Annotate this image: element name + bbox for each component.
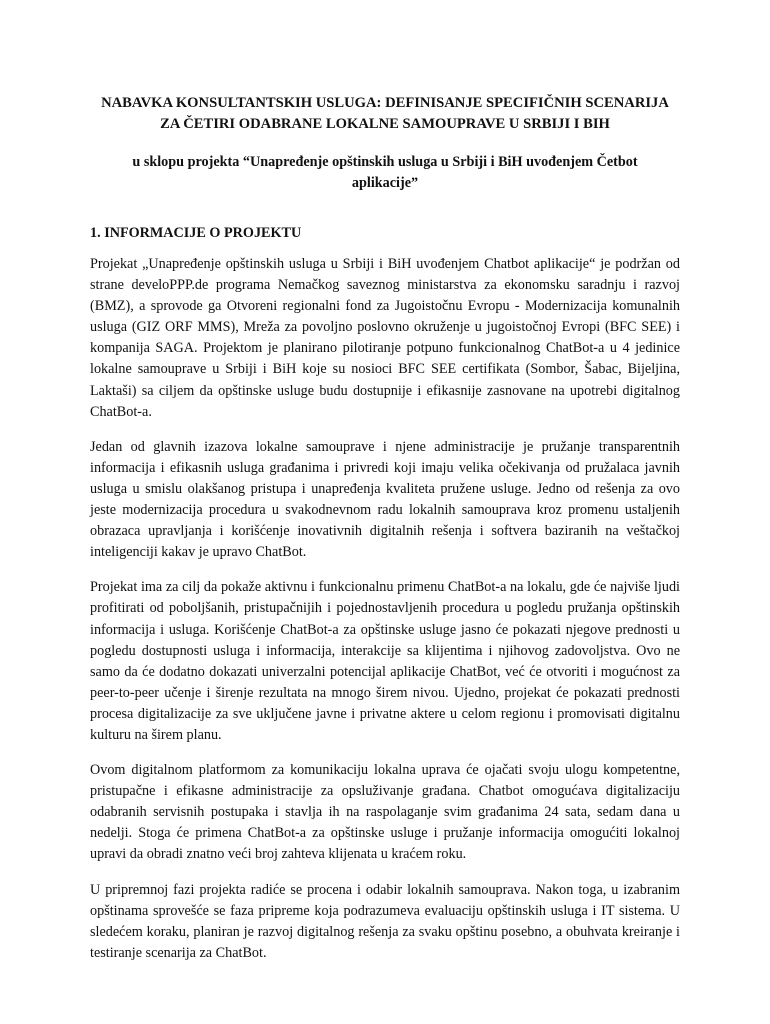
paragraph-4: Ovom digitalnom platformom za komunikaciju lokalna uprava će ojačati svoju ulogu kompetentne, pristupačne i efikasne administracije za opsluživanje građana. Chatbot omogućava digitalizaciju odabranih servisnih postupaka i stavlja ih na raspolaganje svim građanima 24 sata, sedam dana u nedelji. Stoga će primena ChatBot-a za opštinske usluge i pružanje informacija omogućiti lokalnoj upravi da obradi znatno veći broj zahteva klijenata u kraćem roku.: [90, 762, 680, 863]
document-subtitle: u sklopu projekta “Unapređenje opštinskih usluga u Srbiji i BiH uvođenjem Četbot aplikacije”: [132, 154, 638, 191]
paragraph-2: Jedan od glavnih izazova lokalne samouprave i njene administracije je pružanje transparentnih informacija i efikasnih usluga građanima i privredi koji imaju velika očekivanja od pružalaca javnih usluga u smislu olakšanog pristupa i unapređenja kvaliteta pružene usluge. Jedno od rešenja za ovo jeste modernizacija procedura u svakodnevnom radu lokalnih samouprava kroz promenu ustaljenih obrazaca upravljanja i korišćenje inovativnih digitalnih rešenja i softvera baziranih na veštačkoj inteligenciji kakav je upravo ChatBot.: [90, 438, 680, 561]
paragraph-3: Projekat ima za cilj da pokaže aktivnu i funkcionalnu primenu ChatBot-a na lokalu, gde će najviše ljudi profitirati od poboljšanih, pristupačnijih i pojednostavljenih procedura u pogledu pružanja opštinskih informacija i usluga. Korišćenje ChatBot-a za opštinske usluge jasno će pokazati njegove prednosti u pogledu dostupnosti usluga i informacija, interakcije sa klijentima i njihovog zadovoljstva. Ovo ne samo da će dodatno dokazati univerzalni potencijal aplikacije ChatBot, već će otvoriti i mogućnost za peer-to-peer učenje i širenje rezultata na mnogo širem nivou. Ujedno, projekat će pokazati prednosti procesa digitalizacije za sve uključene javne i privatne aktere u celom regionu i promovisati digitalnu kulturu na širem planu.: [90, 579, 680, 743]
section-heading: 1. INFORMACIJE O PROJEKTU: [90, 225, 302, 241]
document-title: NABAVKA KONSULTANTSKIH USLUGA: DEFINISANJE SPECIFIČNIH SCENARIJA ZA ČETIRI ODABRANE LOKALNE SAMOUPRAVE U SRBIJI I BIH: [101, 95, 669, 132]
paragraph-1: Projekat „Unapređenje opštinskih usluga u Srbiji i BiH uvođenjem Chatbot aplikacije“ je podržan od strane develoPPP.de programa Nemačkog saveznog ministarstva za ekonomsku saradnju i razvoj (BMZ), a sprovode ga Otvoreni regionalni fond za Jugoistočnu Evropu - Modernizacija komunalnih usluga (GIZ ORF MMS), Mreža za povoljno poslovno okruženje u jugoistočnoj Evropi (BFC SEE) i kompanija SAGA. Projektom je planirano pilotiranje potpuno funkcionalnog ChatBot-a u 4 jedinice lokalne samouprave u Srbiji i BiH koje su nosioci BFC SEE certifikata (Sombor, Šabac, Bijeljina, Laktaši) sa ciljem da opštinske usluge budu dostupnije i efikasnije zasnovane na upotrebi digitalnog ChatBot-a.: [90, 256, 680, 420]
paragraph-5: U pripremnoj fazi projekta radiće se procena i odabir lokalnih samouprava. Nakon toga, u izabranim opštinama sprovešće se faza pripreme koja podrazumeva evaluaciju opštinskih usluga i IT sistema. U sledećem koraku, planiran je razvoj digitalnog rešenja za svaku opštinu posebno, a obuhvata kreiranje i testiranje scenarija za ChatBot.: [90, 881, 680, 961]
